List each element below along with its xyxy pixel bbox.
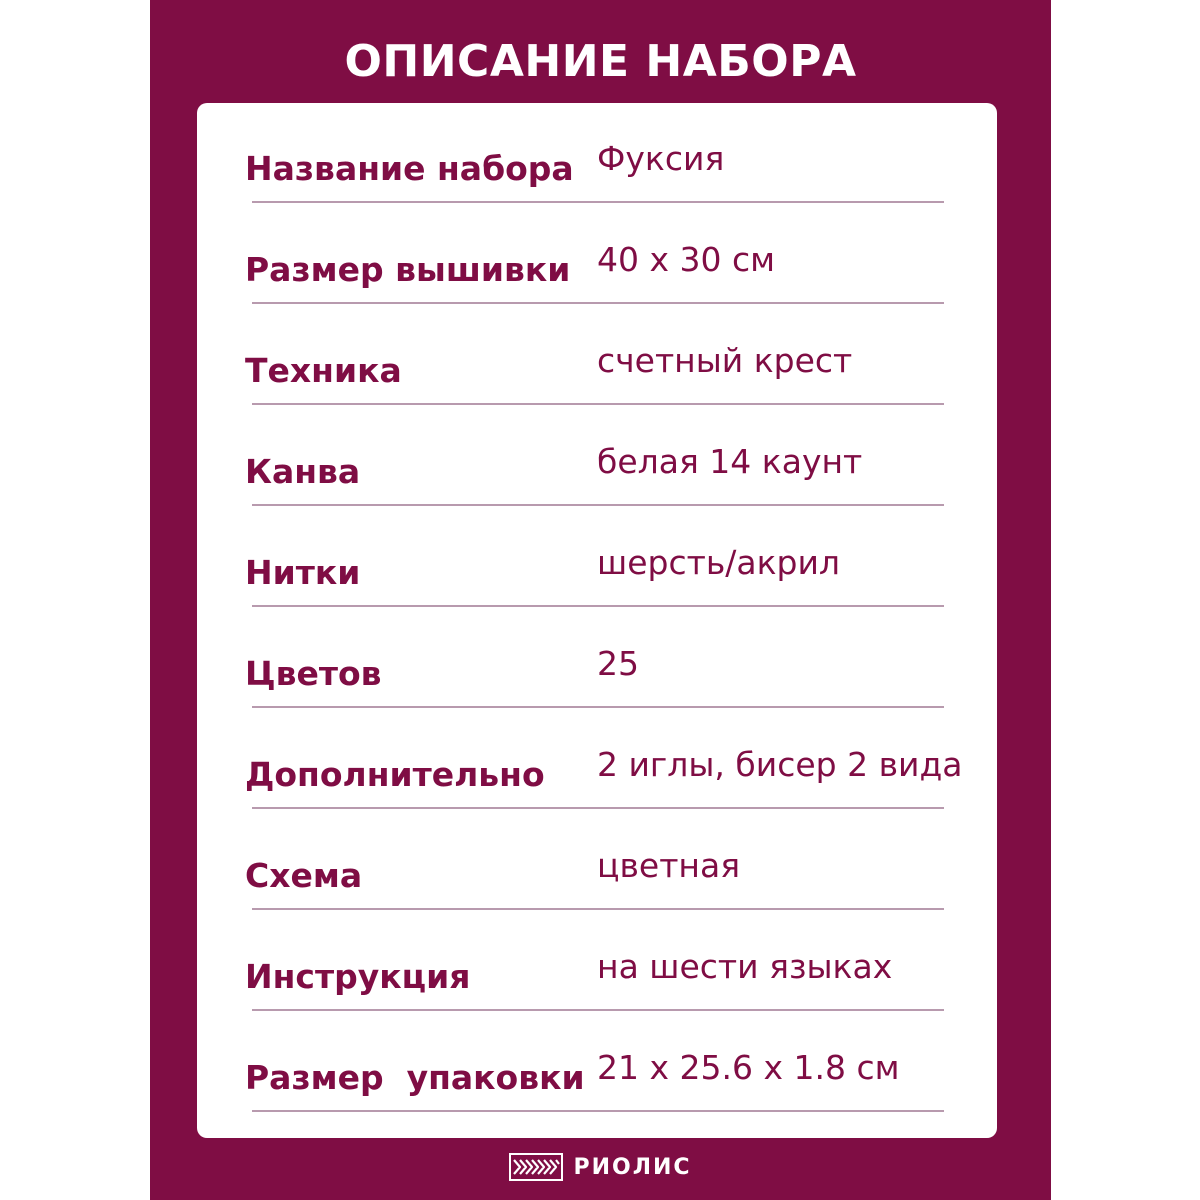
spec-row-embroidery-size [197,204,997,304]
row-divider [252,201,944,203]
spec-label: Цветов [245,654,382,693]
row-divider [252,1009,944,1011]
spec-value: 25 [597,644,639,683]
row-divider [252,302,944,304]
spec-row-additional [197,709,997,809]
spec-value: на шести языках [597,947,893,986]
row-divider [252,908,944,910]
spec-row-canvas [197,406,997,506]
spec-row-package-size [197,1012,997,1112]
spec-value: счетный крест [597,341,853,380]
description-frame [150,0,1051,1200]
spec-label: Схема [245,856,363,895]
row-divider [252,605,944,607]
spec-value: 21 x 25.6 x 1.8 см [597,1048,900,1087]
spec-label: Техника [245,351,402,390]
spec-row-technique [197,305,997,405]
spec-label: Размер вышивки [245,250,571,289]
spec-value: 2 иглы, бисер 2 вида [597,745,963,784]
spec-label: Размер упаковки [245,1058,585,1097]
spec-label: Нитки [245,553,361,592]
riolis-logo-icon [509,1153,563,1181]
spec-label: Название набора [245,149,574,188]
spec-card [197,103,997,1138]
spec-row-colors [197,608,997,708]
spec-label: Дополнительно [245,755,545,794]
row-divider [252,504,944,506]
spec-label: Канва [245,452,361,491]
spec-value: шерсть/акрил [597,543,841,582]
spec-value: цветная [597,846,741,885]
row-divider [252,807,944,809]
spec-row-instructions [197,911,997,1011]
brand-footer [150,1150,1051,1184]
spec-label: Инструкция [245,957,471,996]
spec-value: белая 14 каунт [597,442,863,481]
row-divider [252,403,944,405]
spec-value: Фуксия [597,139,725,178]
spec-value: 40 x 30 см [597,240,776,279]
row-divider [252,1110,944,1112]
row-divider [252,706,944,708]
page-title: ОПИСАНИЕ НАБОРА [344,36,857,87]
brand-name: РИОЛИС [573,1154,692,1180]
spec-row-kit-name [197,103,997,203]
spec-row-threads [197,507,997,607]
spec-row-chart [197,810,997,910]
